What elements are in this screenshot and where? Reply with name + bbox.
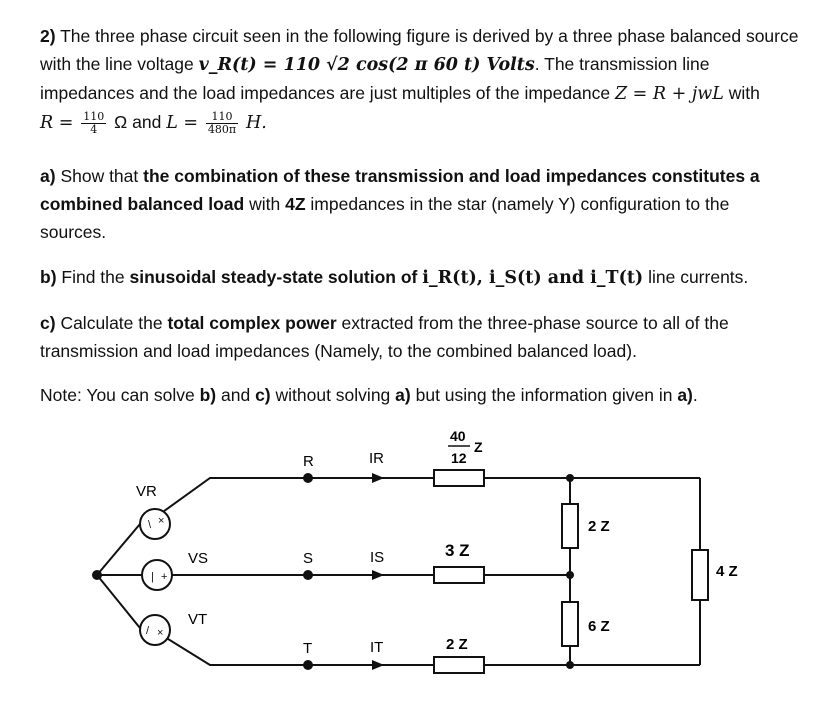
problem-number: 2): [40, 26, 56, 46]
svg-text:|: |: [151, 571, 154, 583]
node-S: [303, 570, 313, 580]
with-word: with: [728, 83, 760, 103]
current-label-IS: IS: [370, 549, 385, 566]
load-impedance-2Z-label: 2 Z: [588, 518, 610, 535]
line-impedance-R: [434, 470, 484, 486]
node-T: [303, 660, 313, 670]
part-b-label: b): [40, 267, 57, 287]
source-label-VS: VS: [188, 550, 209, 567]
part-a-bold-2: 4Z: [285, 194, 306, 214]
current-arrow-R: [372, 473, 384, 483]
circuit-diagram: [0, 420, 838, 720]
part-b-currents: i_R(t), i_S(t) and i_T(t): [422, 268, 644, 288]
node-label-R: R: [303, 453, 314, 470]
node-label-T: T: [303, 640, 313, 657]
svg-text:+: +: [161, 571, 168, 583]
note-text-2: without solving: [275, 385, 391, 405]
load-impedance-4Z: [692, 550, 708, 600]
part-a-text-1: Show that: [60, 166, 139, 186]
part-a-bold-1: the combination of these transmission and load impedances constitutes a combined balanced load: [40, 166, 760, 214]
note-text-1: Note: You can solve: [40, 385, 195, 405]
part-b-text-2: line currents.: [648, 267, 749, 287]
line-impedance-T: [434, 657, 484, 673]
part-c-bold-1: total complex power: [167, 313, 337, 333]
load-node-bottom: [566, 661, 574, 669]
line-impedance-S: [434, 567, 484, 583]
note-and: and: [220, 385, 251, 405]
svg-text:/: /: [146, 625, 150, 637]
part-c-text-2: extracted from the three-phase source to all of the transmission and load impedances (Namely, to the combined balanced load).: [40, 313, 729, 361]
current-arrow-S: [372, 570, 384, 580]
R-fraction: [81, 111, 106, 136]
source-VS-icon: [142, 560, 172, 590]
note-a2: a): [677, 385, 693, 405]
svg-text:×: ×: [158, 515, 165, 527]
node-R: [303, 473, 313, 483]
voltage-expression: v_R(t) = 110 √2 cos(2 π 60 t) Volts: [198, 55, 535, 75]
load-impedance-2Z: [562, 504, 578, 548]
note: [40, 381, 800, 409]
note-a: a): [395, 385, 411, 405]
part-b-bold-1: sinusoidal steady-state solution of: [129, 267, 418, 287]
R-symbol: R =: [40, 113, 74, 133]
R-denominator: 4: [90, 122, 98, 136]
svg-text:×: ×: [157, 627, 164, 639]
part-b-text-1: Find the: [61, 267, 125, 287]
current-label-IT: IT: [370, 639, 384, 656]
R-numerator: 110: [83, 109, 105, 123]
note-b: b): [199, 385, 217, 405]
line-impedance-S-label: 3 Z: [445, 541, 470, 560]
part-a-label: a): [40, 166, 56, 186]
source-VR-icon: [140, 509, 170, 539]
load-impedance-4Z-label: 4 Z: [716, 563, 738, 580]
note-end: .: [692, 385, 698, 405]
load-impedance-6Z-label: 6 Z: [588, 618, 610, 635]
source-label-VR: VR: [136, 483, 157, 500]
L-denominator: 480π: [207, 122, 237, 136]
line-impedance-R-num: 40: [450, 428, 466, 444]
problem-intro-2: The transmission line impedances and the load impedances are just multiples of the impedance: [40, 54, 710, 103]
current-arrow-T: [372, 660, 384, 670]
current-label-IR: IR: [369, 450, 384, 467]
part-b: [40, 263, 800, 292]
L-numerator: 110: [206, 111, 238, 124]
problem-intro-1: The three phase circuit seen in the following figure is derived by a three phase balanced source with the line voltage: [40, 26, 799, 74]
line-impedance-R-unit: Z: [474, 439, 483, 455]
part-c-label: c): [40, 313, 56, 333]
ohm-and: Ω and: [114, 112, 162, 132]
note-c: c): [255, 385, 271, 405]
problem-statement: 2) The three phase circuit seen in the following figure is derived by a three phase balanced source with the line voltage v_R(t) = 110 √2 cos(2 π 60 t) Volts. The transmission line impedances and the load impedances are just multiples of the impedance Z = R + jwL with R = $\frac{110}{4}$ Ω and L = $\frac{110}{480\pi}$ H.: [40, 26, 799, 136]
part-c: [40, 309, 800, 365]
load-node-mid: [566, 571, 574, 579]
note-text-3: but using the information given in: [415, 385, 673, 405]
load-impedance-6Z: [562, 602, 578, 646]
L-fraction: [206, 111, 238, 136]
henry-unit: H.: [246, 113, 267, 133]
source-VT-icon: [140, 615, 170, 645]
L-symbol: L =: [166, 113, 199, 133]
line-impedance-T-label: 2 Z: [446, 636, 468, 653]
node-label-S: S: [303, 550, 314, 567]
source-label-VT: VT: [188, 611, 208, 628]
part-a-text-3: impedances in the star (namely Y) configuration to the sources.: [40, 194, 730, 242]
load-node-top: [566, 474, 574, 482]
neutral-node: [92, 570, 102, 580]
part-a: [40, 162, 800, 246]
impedance-expression: Z = R + jwL: [614, 84, 724, 104]
part-a-text-2: with: [249, 194, 281, 214]
svg-text:\: \: [148, 519, 152, 531]
line-impedance-R-den: 12: [451, 450, 467, 466]
part-c-text-1: Calculate the: [60, 313, 163, 333]
